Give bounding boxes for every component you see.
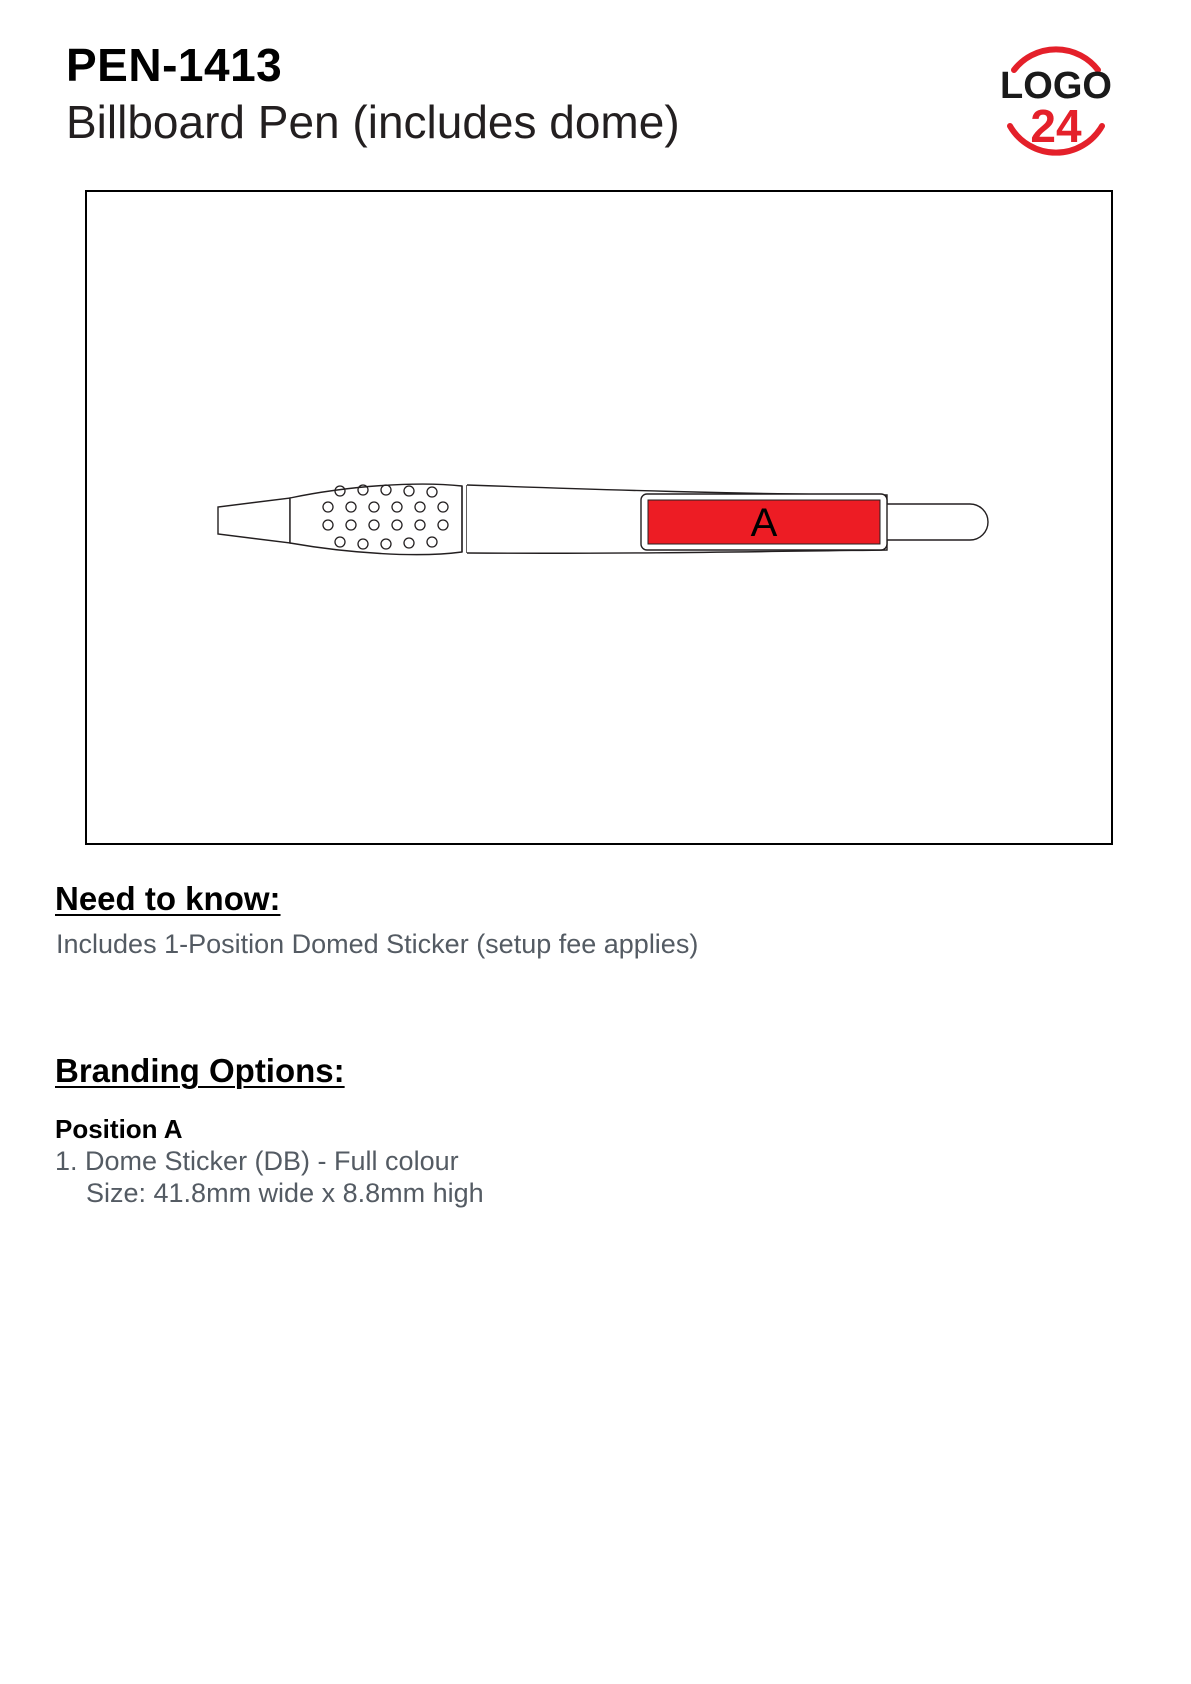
need-to-know-text: Includes 1-Position Domed Sticker (setup fee applies) (56, 929, 699, 959)
position-a-title: Position A (55, 1114, 183, 1144)
branding-option-size: Size: 41.8mm wide x 8.8mm high (86, 1178, 484, 1208)
brand-logo (996, 46, 1116, 170)
need-to-know-title: Need to know: (55, 880, 281, 917)
position-label-a: A (750, 501, 778, 545)
product-code: PEN-1413 (66, 39, 283, 91)
product-illustration-frame (85, 190, 1113, 845)
logo-text-top: LOGO (1000, 65, 1112, 107)
product-name: Billboard Pen (includes dome) (66, 96, 680, 148)
branding-option-method: 1. Dome Sticker (DB) - Full colour (55, 1146, 459, 1176)
branding-options-title: Branding Options: (55, 1052, 345, 1089)
logo-text-bottom: 24 (1030, 100, 1082, 152)
pen-drawing (87, 192, 1111, 843)
